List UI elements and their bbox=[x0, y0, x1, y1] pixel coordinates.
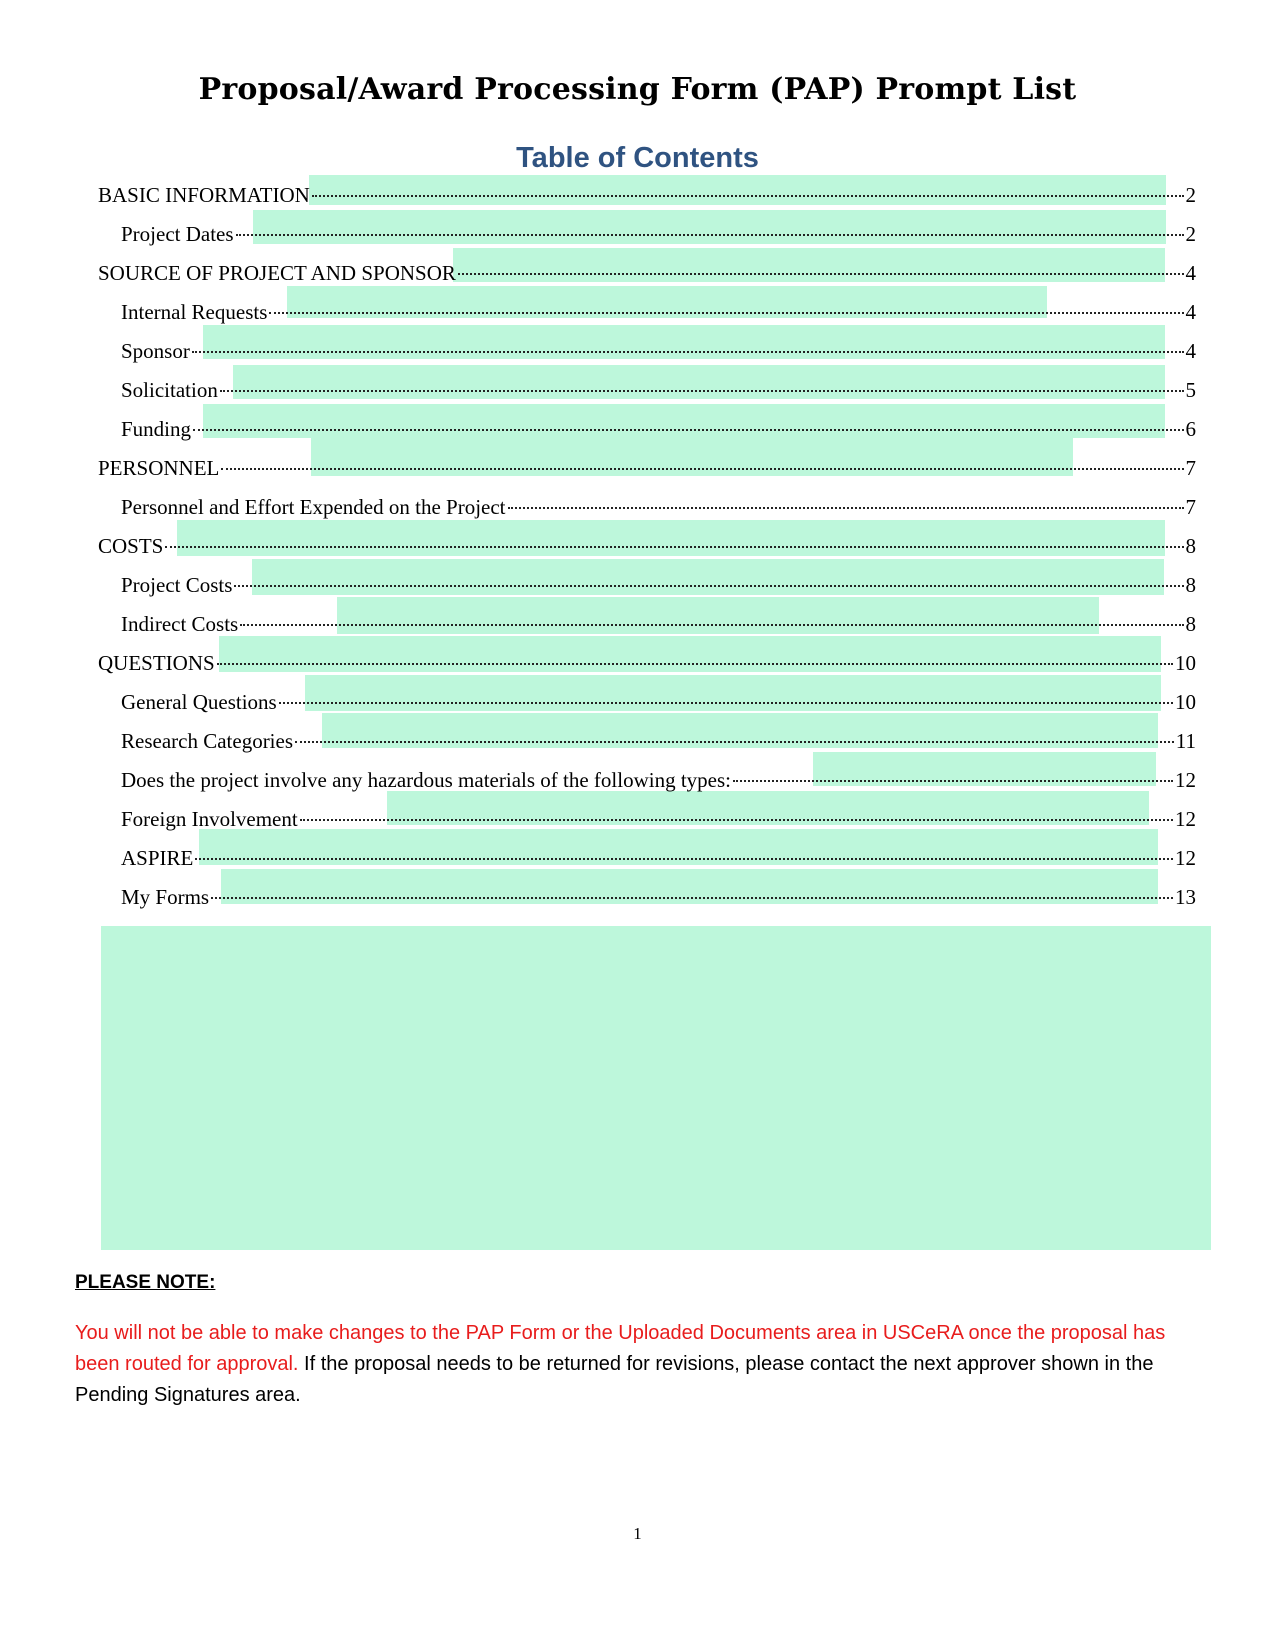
toc-row bbox=[98, 648, 1196, 678]
toc-entry-page: 12 bbox=[1175, 846, 1196, 870]
toc-entry-page: 4 bbox=[1185, 339, 1196, 363]
toc-entry[interactable] bbox=[121, 414, 1196, 444]
toc-entry[interactable] bbox=[121, 882, 1196, 912]
toc-dot-leader bbox=[236, 234, 1184, 236]
toc-row bbox=[98, 180, 1196, 210]
toc-heading: Table of Contents bbox=[516, 142, 759, 174]
toc-entry-page: 5 bbox=[1185, 378, 1196, 402]
toc-entry[interactable] bbox=[98, 531, 1196, 561]
toc-dot-leader bbox=[220, 390, 1184, 392]
toc-entry[interactable] bbox=[98, 648, 1196, 678]
toc-entry-title: Personnel and Effort Expended on the Project bbox=[121, 495, 506, 519]
toc-row bbox=[121, 219, 1196, 249]
toc-row bbox=[98, 531, 1196, 561]
toc-row bbox=[121, 609, 1196, 639]
toc-entry-title: Sponsor bbox=[121, 339, 190, 363]
toc-entry-title: BASIC INFORMATION bbox=[98, 183, 310, 207]
note-heading: PLEASE NOTE: bbox=[75, 1272, 216, 1293]
toc-entry-page: 11 bbox=[1175, 729, 1196, 753]
toc-dot-leader bbox=[217, 663, 1173, 665]
toc-entry-page: 10 bbox=[1175, 690, 1196, 714]
toc-entry-title: Indirect Costs bbox=[121, 612, 239, 636]
toc-dot-leader bbox=[240, 624, 1183, 626]
toc-row bbox=[121, 882, 1196, 912]
toc-row bbox=[121, 375, 1196, 405]
toc-entry-page: 12 bbox=[1175, 768, 1196, 792]
toc-row bbox=[121, 414, 1196, 444]
toc-dot-leader bbox=[733, 780, 1173, 782]
toc-entry-title: SOURCE OF PROJECT AND SPONSOR bbox=[98, 261, 456, 285]
toc-dot-leader bbox=[300, 819, 1173, 821]
note-instruction: If the proposal needs to be returned for revisions, please contact the next approver shown in the Pending Signatures area. bbox=[75, 1353, 1154, 1406]
toc-row bbox=[121, 726, 1196, 756]
toc-entry-page: 13 bbox=[1175, 885, 1196, 909]
toc-row bbox=[121, 570, 1196, 600]
toc-entry-page: 10 bbox=[1175, 651, 1196, 675]
toc-entry[interactable] bbox=[121, 297, 1196, 327]
toc-row bbox=[121, 765, 1196, 795]
toc-entry[interactable] bbox=[121, 765, 1196, 795]
toc-entry[interactable] bbox=[121, 687, 1196, 717]
toc-entry-page: 2 bbox=[1185, 222, 1196, 246]
toc-row bbox=[121, 687, 1196, 717]
toc-row bbox=[121, 843, 1196, 873]
toc-entry-title: Foreign Involvement bbox=[121, 807, 298, 831]
toc-entry-title: Project Dates bbox=[121, 222, 234, 246]
toc-row bbox=[121, 297, 1196, 327]
toc-dot-leader bbox=[221, 468, 1183, 470]
toc-entry-title: Internal Requests bbox=[121, 300, 268, 324]
toc-entry-title: COSTS bbox=[98, 534, 164, 558]
toc-entry-title: Project Costs bbox=[121, 573, 233, 597]
toc-entry[interactable] bbox=[121, 492, 1196, 522]
toc-entry[interactable] bbox=[121, 375, 1196, 405]
toc-dot-leader bbox=[279, 702, 1173, 704]
page-number: 1 bbox=[633, 1524, 642, 1543]
toc-entry-title: ASPIRE bbox=[121, 846, 194, 870]
toc-entry-page: 12 bbox=[1175, 807, 1196, 831]
toc-dot-leader bbox=[195, 858, 1173, 860]
toc-entry-title: Solicitation bbox=[121, 378, 218, 402]
toc-dot-leader bbox=[312, 195, 1184, 197]
highlight-block bbox=[101, 926, 1211, 1250]
toc-dot-leader bbox=[211, 897, 1173, 899]
toc-entry-page: 8 bbox=[1185, 573, 1196, 597]
toc-entry-page: 8 bbox=[1185, 612, 1196, 636]
toc-entry[interactable] bbox=[121, 219, 1196, 249]
toc-entry-title: QUESTIONS bbox=[98, 651, 215, 675]
note-text bbox=[75, 1318, 1195, 1411]
toc-entry-title: Funding bbox=[121, 417, 192, 441]
toc-entry-title: Does the project involve any hazardous materials of the following types: bbox=[121, 768, 731, 792]
toc-row bbox=[121, 804, 1196, 834]
toc-row bbox=[121, 492, 1196, 522]
toc-entry[interactable] bbox=[121, 726, 1196, 756]
toc-entry-page: 4 bbox=[1185, 300, 1196, 324]
toc-entry[interactable] bbox=[121, 609, 1196, 639]
toc-row bbox=[98, 453, 1196, 483]
toc-dot-leader bbox=[508, 507, 1184, 509]
toc-entry-page: 8 bbox=[1185, 534, 1196, 558]
toc-entry-title: My Forms bbox=[121, 885, 210, 909]
toc-entry-page: 7 bbox=[1185, 495, 1196, 519]
toc-entry-title: General Questions bbox=[121, 690, 277, 714]
toc-dot-leader bbox=[192, 351, 1184, 353]
toc-row bbox=[121, 336, 1196, 366]
toc-entry-page: 2 bbox=[1185, 183, 1196, 207]
toc-entry[interactable] bbox=[98, 180, 1196, 210]
toc-dot-leader bbox=[269, 312, 1183, 314]
toc-entry[interactable] bbox=[121, 804, 1196, 834]
page-title: Proposal/Award Processing Form (PAP) Prompt List bbox=[198, 72, 1077, 107]
toc-entry[interactable] bbox=[98, 258, 1196, 288]
toc-row bbox=[98, 258, 1196, 288]
toc-entry[interactable] bbox=[121, 570, 1196, 600]
note-warning: You will not be able to make changes to the PAP Form or the Uploaded Documents area in USCeRA once the proposal has been routed for approval. bbox=[75, 1322, 1166, 1375]
toc-dot-leader bbox=[458, 273, 1184, 275]
toc-entry[interactable] bbox=[121, 843, 1196, 873]
toc-dot-leader bbox=[295, 741, 1174, 743]
toc-entry-title: Research Categories bbox=[121, 729, 294, 753]
toc-entry-title: PERSONNEL bbox=[98, 456, 220, 480]
toc-dot-leader bbox=[234, 585, 1183, 587]
toc-entry[interactable] bbox=[121, 336, 1196, 366]
toc-dot-leader bbox=[165, 546, 1183, 548]
toc-entry-page: 6 bbox=[1185, 417, 1196, 441]
toc-dot-leader bbox=[193, 429, 1183, 431]
toc-entry-page: 7 bbox=[1185, 456, 1196, 480]
toc-entry[interactable] bbox=[98, 453, 1196, 483]
toc-entry-page: 4 bbox=[1185, 261, 1196, 285]
